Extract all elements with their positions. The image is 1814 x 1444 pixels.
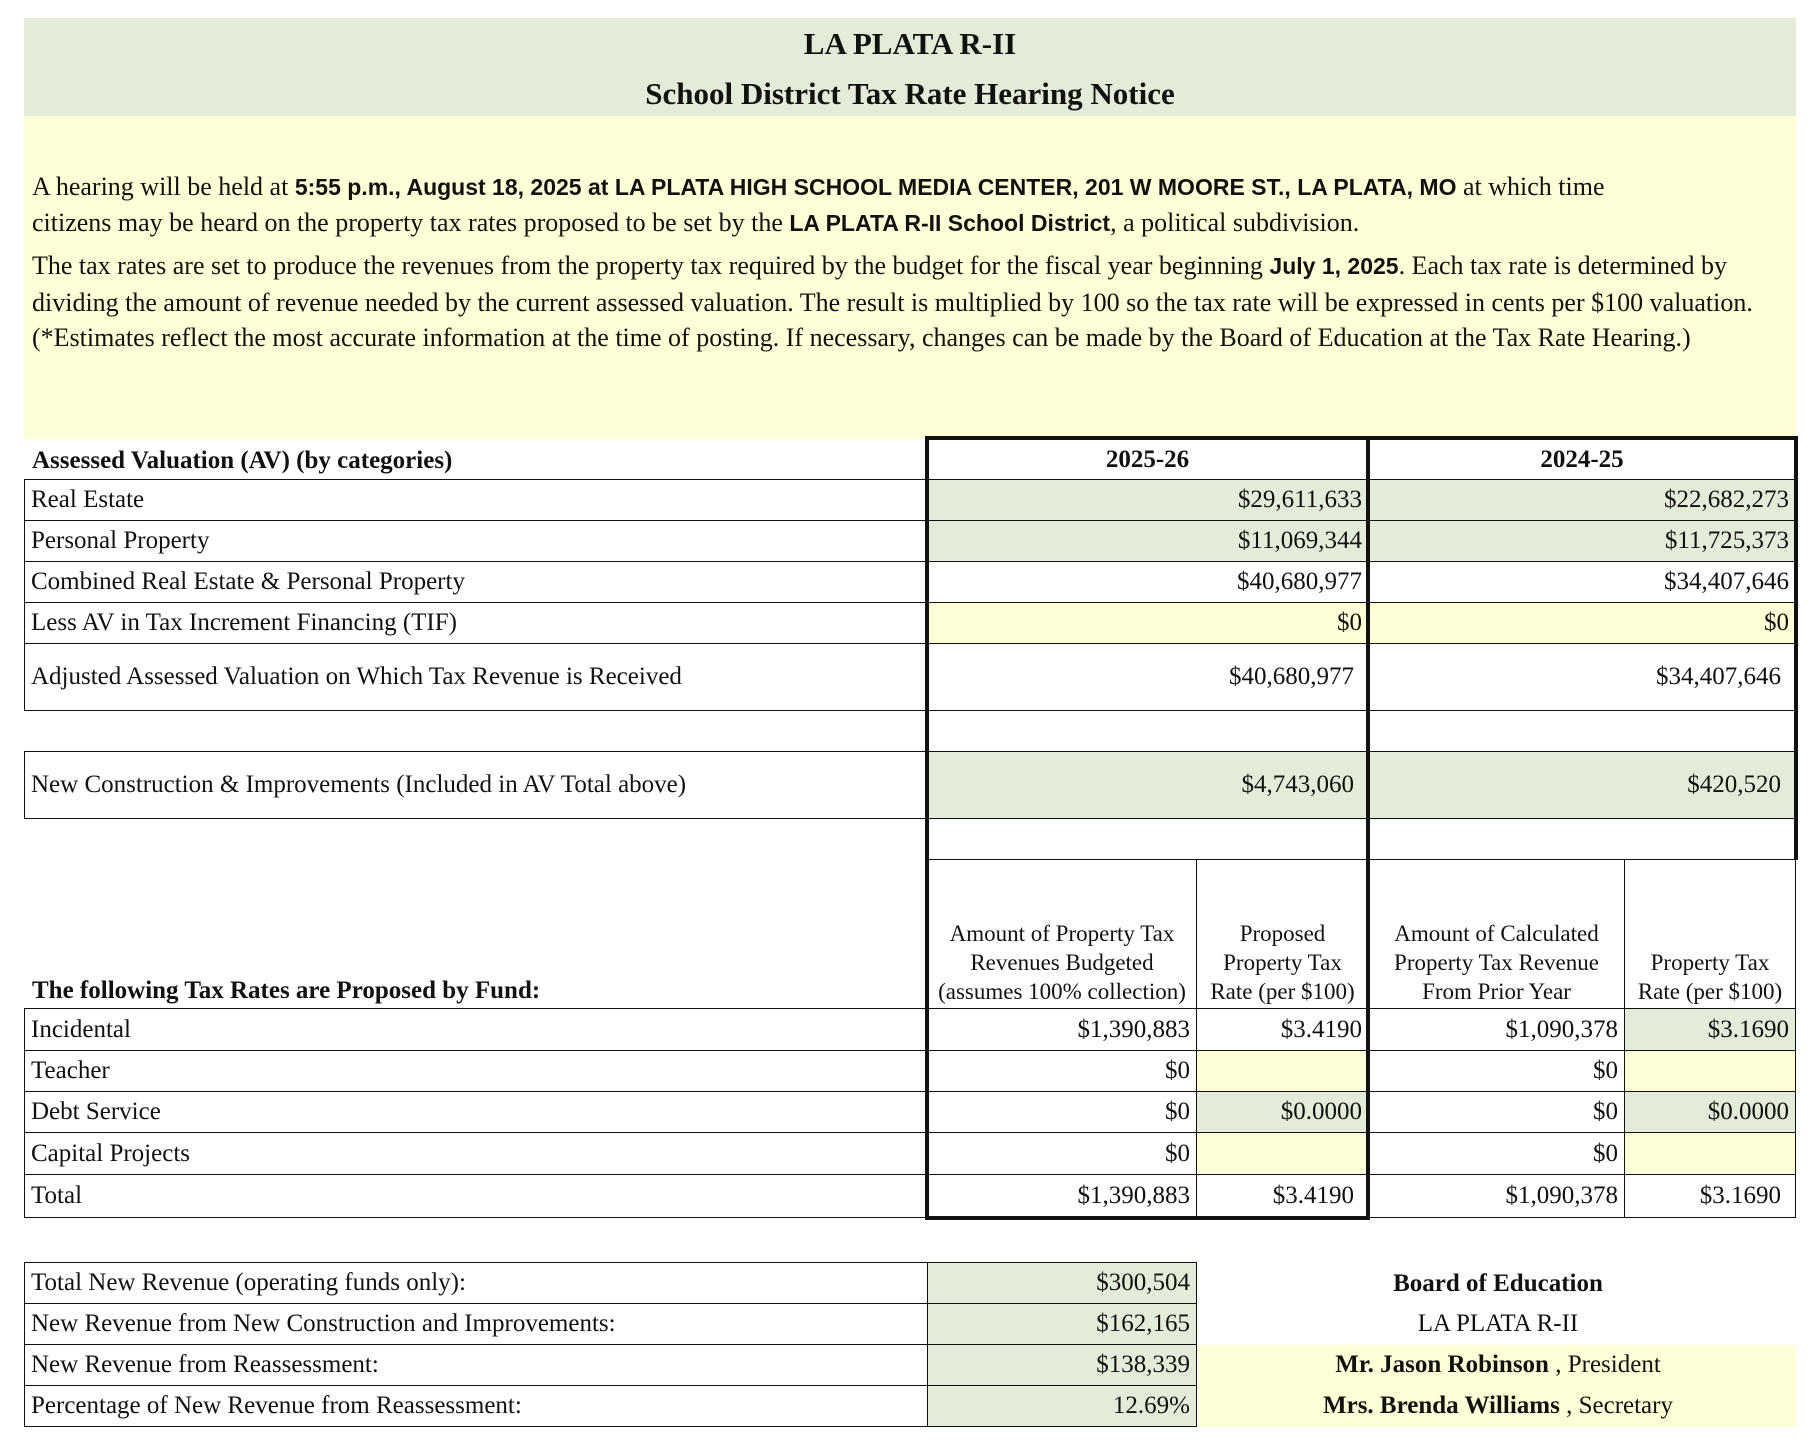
prior-rate-value: $3.1690 (1624, 1008, 1796, 1051)
hearing-text-1: A hearing will be held at (32, 172, 295, 201)
col-calculated: Amount of Calculated Property Tax Revenue From Prior Year (1368, 859, 1625, 1009)
fund-label: Debt Service (24, 1091, 928, 1133)
budgeted-value: $0 (927, 1050, 1197, 1092)
prior-rate-value (1624, 1132, 1796, 1175)
hearing-time-location: 5:55 p.m., August 18, 2025 at LA PLATA HIGH SCHOOL MEDIA CENTER, 201 W MOORE ST., LA PLATA, MO (294, 174, 1457, 200)
district-title: LA PLATA R-II (803, 26, 1017, 61)
budgeted-value: $0 (927, 1132, 1197, 1175)
av-row-label: Combined Real Estate & Personal Property (24, 561, 928, 603)
thick-border-mid (1366, 436, 1370, 1220)
prior-rate-value: $3.1690 (1624, 1174, 1796, 1218)
fund-label: Total (24, 1174, 928, 1218)
hearing-text-3: citizens may be heard on the property tax rates proposed to be set by the (32, 208, 790, 237)
fund-label: Capital Projects (24, 1132, 928, 1175)
revenue-label: New Revenue from Reassessment: (24, 1344, 928, 1386)
revenue-value: 12.69% (927, 1385, 1197, 1427)
tax-rate-explanation (32, 248, 1792, 356)
president-role: , President (1548, 1351, 1661, 1378)
av-current-value: $29,611,633 (927, 479, 1369, 521)
rates-heading: The following Tax Rates are Proposed by Fund: (32, 977, 541, 1004)
av-row-label: Adjusted Assessed Valuation on Which Tax Revenue is Received (24, 643, 928, 711)
av-prior-value: $11,725,373 (1368, 520, 1796, 562)
calculated-value: $0 (1368, 1050, 1625, 1092)
revenue-value: $162,165 (927, 1303, 1197, 1345)
fiscal-year-start: July 1, 2025 (1269, 253, 1399, 279)
thick-border-left (925, 436, 929, 1220)
av-row-label: Personal Property (24, 520, 928, 562)
av-heading: Assessed Valuation (AV) (by categories) (32, 447, 453, 474)
prior-rate-value: $0.0000 (1624, 1091, 1796, 1133)
calculated-value: $0 (1368, 1132, 1625, 1175)
hearing-paragraph (32, 169, 1792, 241)
thick-border-right (1794, 436, 1798, 860)
proposed-rate-value: $0.0000 (1196, 1091, 1369, 1133)
proposed-rate-value (1196, 1050, 1369, 1092)
proposed-rate-value: $3.4190 (1196, 1174, 1369, 1218)
spacer-cell (927, 818, 1369, 860)
av-row-label: Real Estate (24, 479, 928, 521)
revenue-value: $300,504 (927, 1262, 1197, 1304)
explanation-text-1: The tax rates are set to produce the revenues from the property tax required by the budget for the fiscal year beginning (32, 251, 1270, 280)
av-current-value: $11,069,344 (927, 520, 1369, 562)
spacer-cell (927, 710, 1369, 752)
board-district: LA PLATA R-II (1417, 1310, 1579, 1337)
revenue-label: Total New Revenue (operating funds only): (24, 1262, 928, 1304)
budgeted-value: $0 (927, 1091, 1197, 1133)
new-construction-current: $4,743,060 (927, 751, 1369, 819)
av-current-value: $40,680,977 (927, 643, 1369, 711)
col-2024-25: 2024-25 (1368, 438, 1796, 480)
prior-rate-value (1624, 1050, 1796, 1092)
hearing-text-2: at which time (1456, 172, 1605, 201)
revenue-label: New Revenue from New Construction and Improvements: (24, 1303, 928, 1345)
av-prior-value: $34,407,646 (1368, 643, 1796, 711)
col-budgeted: Amount of Property Tax Revenues Budgeted (assumes 100% collection) (927, 859, 1197, 1009)
av-row-label: Less AV in Tax Increment Financing (TIF) (24, 602, 928, 644)
calculated-value: $1,090,378 (1368, 1174, 1625, 1218)
board-title: Board of Education (1393, 1270, 1603, 1297)
new-construction-label: New Construction & Improvements (Included in AV Total above) (24, 751, 928, 819)
proposed-rate-value (1196, 1132, 1369, 1175)
budgeted-value: $1,390,883 (927, 1008, 1197, 1051)
av-prior-value: $22,682,273 (1368, 479, 1796, 521)
col-prior-rate: Property Tax Rate (per $100) (1624, 859, 1796, 1009)
av-prior-value: $0 (1368, 602, 1796, 644)
proposed-rate-value: $3.4190 (1196, 1008, 1369, 1051)
revenue-label: Percentage of New Revenue from Reassessment: (24, 1385, 928, 1427)
col-proposed-rate: Proposed Property Tax Rate (per $100) (1196, 859, 1369, 1009)
fund-label: Teacher (24, 1050, 928, 1092)
thick-border-bottom (925, 1216, 1370, 1220)
fund-label: Incidental (24, 1008, 928, 1051)
explanation-text-2: . Each tax rate is determined by dividing the amount of revenue needed by the current assessed valuation. The result is multiplied by 100 so the tax rate will be expressed in cents per $100 valuation. (*Estimates reflect the most accurate information at the time of posting. If necessary, changes can be made by the Board of Education at the Tax Rate Hearing.) (32, 251, 1753, 352)
secretary-role: , Secretary (1559, 1392, 1673, 1419)
president-line (1198, 1351, 1798, 1379)
president-name: Mr. Jason Robinson (1335, 1351, 1549, 1378)
calculated-value: $1,090,378 (1368, 1008, 1625, 1051)
hearing-text-4: , a political subdivision. (1110, 208, 1360, 237)
revenue-value: $138,339 (927, 1344, 1197, 1386)
secretary-line (1198, 1392, 1798, 1420)
av-current-value: $0 (927, 602, 1369, 644)
notice-title: School District Tax Rate Hearing Notice (645, 76, 1175, 111)
av-current-value: $40,680,977 (927, 561, 1369, 603)
new-construction-prior: $420,520 (1368, 751, 1796, 819)
district-name: LA PLATA R-II School District (789, 210, 1111, 236)
thick-border-top (925, 436, 1798, 440)
budgeted-value: $1,390,883 (927, 1174, 1197, 1218)
av-prior-value: $34,407,646 (1368, 561, 1796, 603)
col-2025-26: 2025-26 (927, 438, 1368, 480)
calculated-value: $0 (1368, 1091, 1625, 1133)
secretary-name: Mrs. Brenda Williams (1323, 1392, 1560, 1419)
